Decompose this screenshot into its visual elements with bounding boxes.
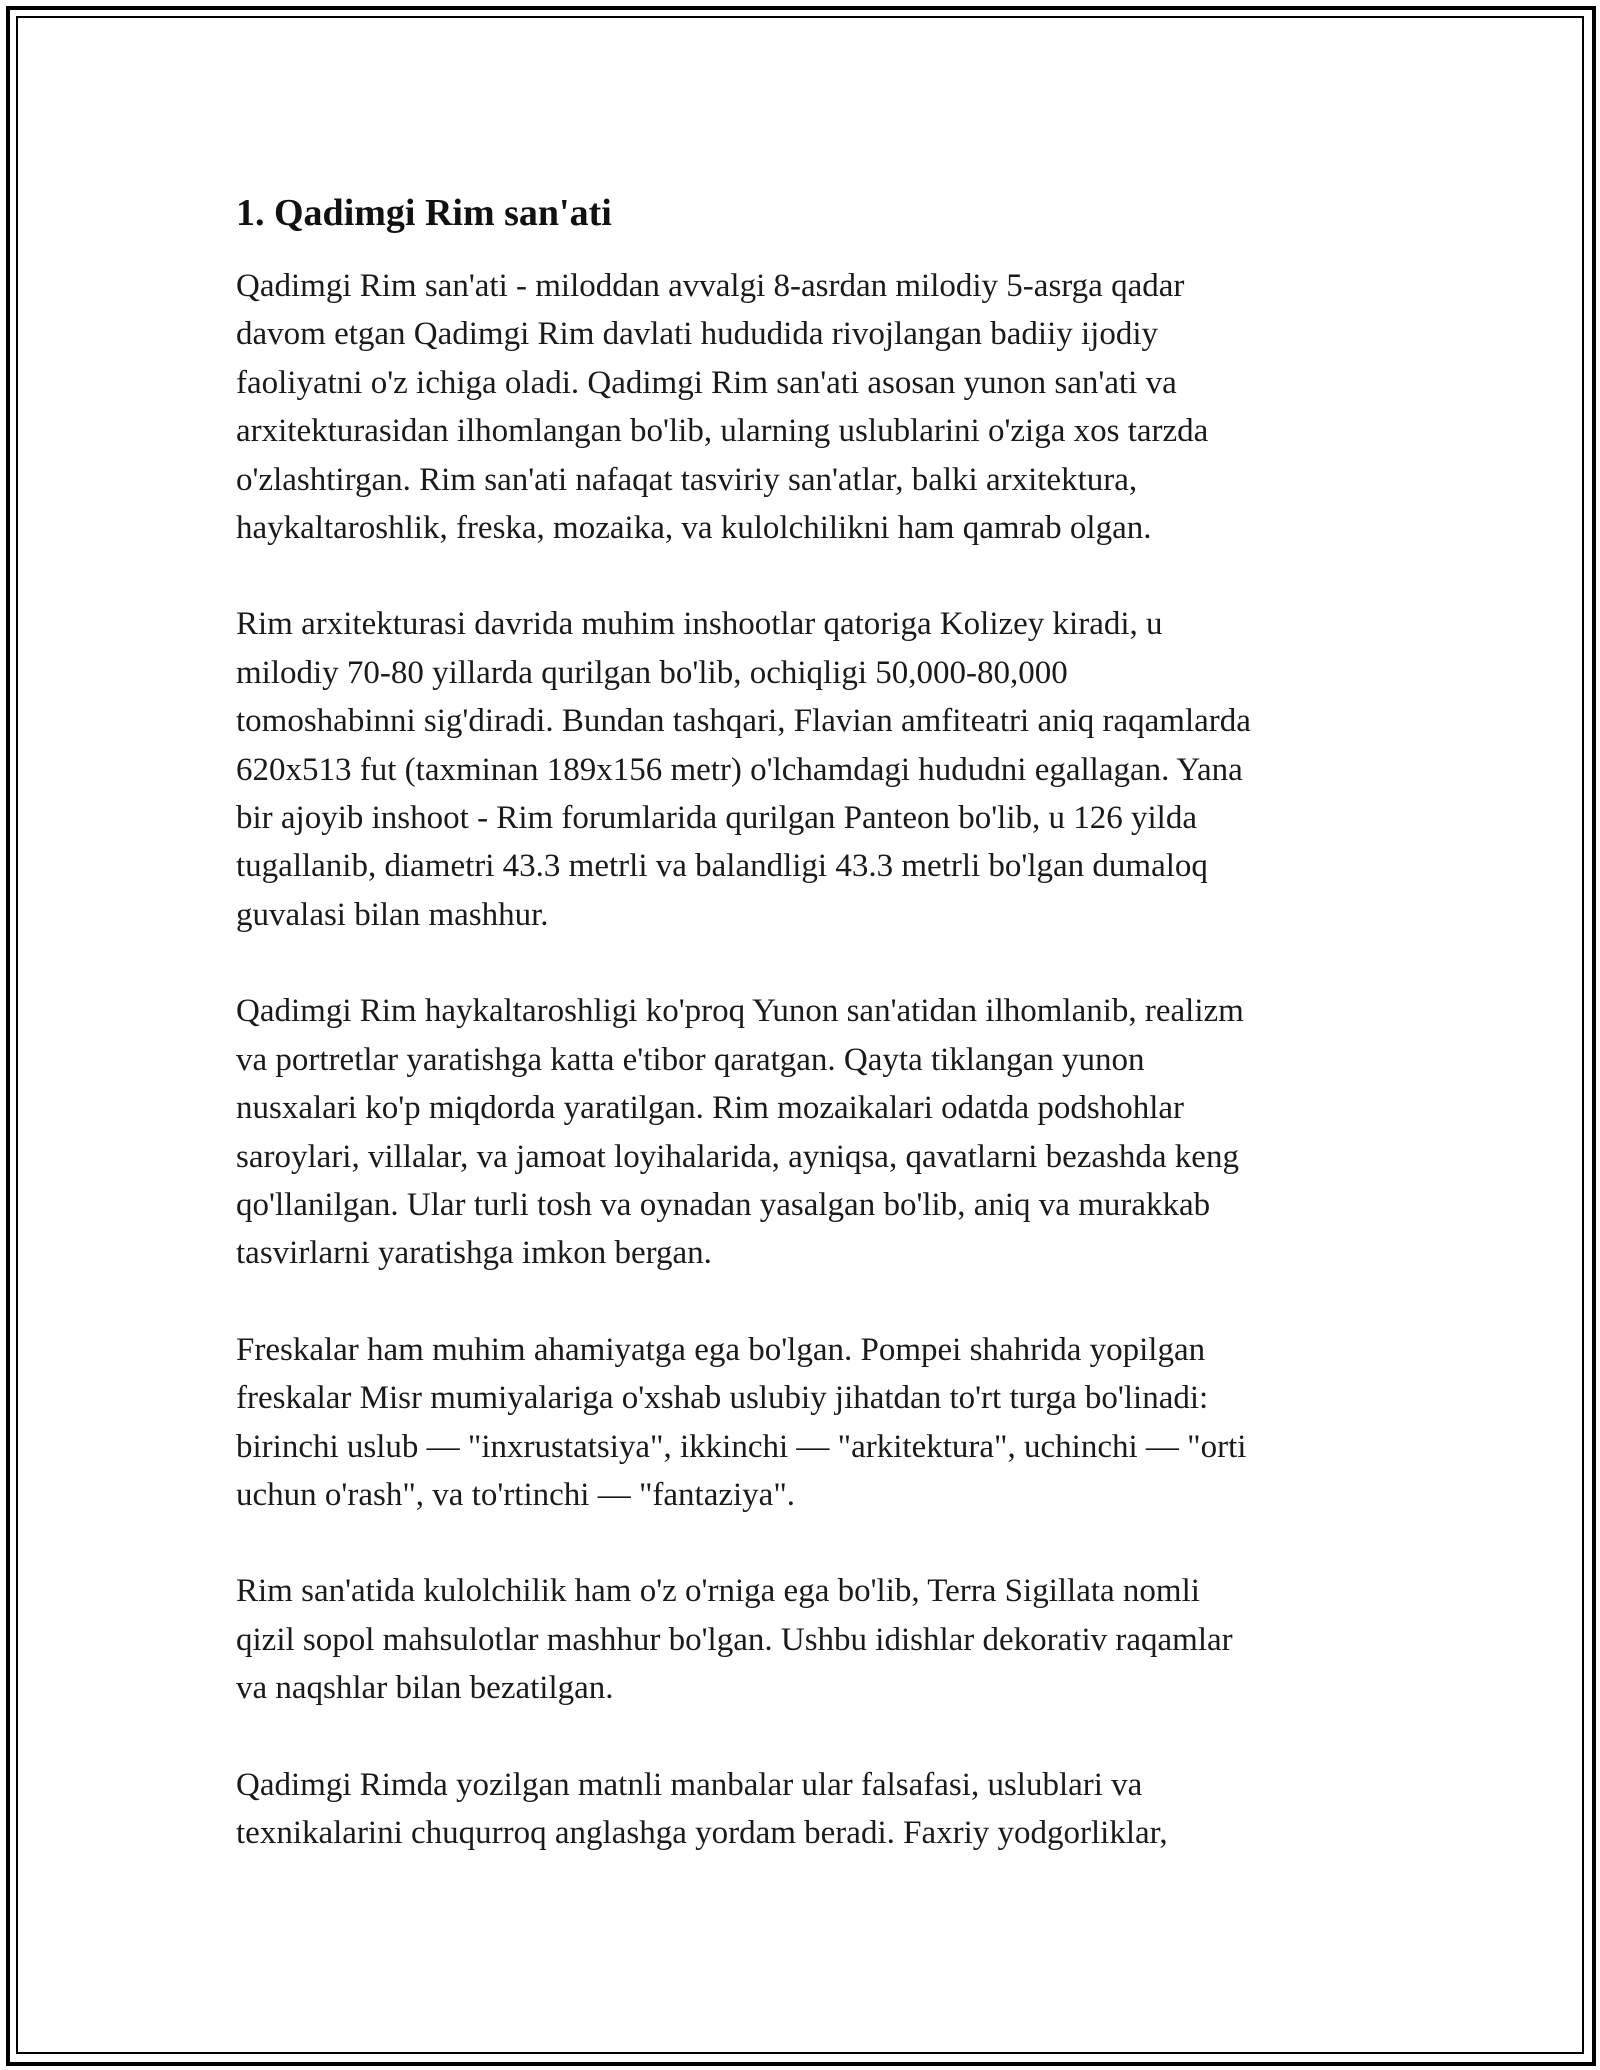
paragraph-frescoes xyxy=(236,1326,1386,1520)
paragraph-line: Qadimgi Rim haykaltaroshligi ko'proq Yunon san'atidan ilhomlanib, realizm xyxy=(236,993,1244,1030)
paragraph-line: Qadimgi Rimda yozilgan matnli manbalar ular falsafasi, uslublari va xyxy=(236,1766,1143,1803)
paragraph-line: Rim arxitekturasi davrida muhim inshootlar qatoriga Kolizey kiradi, u xyxy=(236,606,1163,643)
paragraph-line: tugallanib, diametri 43.3 metrli va balandligi 43.3 metrli bo'lgan dumaloq xyxy=(236,848,1208,885)
paragraph-sculpture xyxy=(236,987,1386,1277)
paragraph-line: bir ajoyib inshoot - Rim forumlarida qurilgan Panteon bo'lib, u 126 yilda xyxy=(236,800,1197,837)
paragraph-sources xyxy=(236,1761,1386,1858)
paragraph-line: davom etgan Qadimgi Rim davlati hududida rivojlangan badiiy ijodiy xyxy=(236,316,1159,353)
paragraph-line: nusxalari ko'p miqdorda yaratilgan. Rim mozaikalari odatda podshohlar xyxy=(236,1090,1185,1127)
paragraph-line: uchun o'rash", va to'rtinchi — "fantaziya". xyxy=(236,1476,796,1513)
paragraph-line: freskalar Misr mumiyalariga o'xshab uslubiy jihatdan to'rt turga bo'linadi: xyxy=(236,1380,1209,1417)
document-body xyxy=(236,188,1386,1905)
paragraph-line: o'zlashtirgan. Rim san'ati nafaqat tasviriy san'atlar, balki arxitektura, xyxy=(236,461,1138,498)
paragraph-line: haykaltaroshlik, freska, mozaika, va kulolchilikni ham qamrab olgan. xyxy=(236,510,1152,547)
paragraph-line: guvalasi bilan mashhur. xyxy=(236,896,549,933)
paragraph-line: tomoshabinni sig'diradi. Bundan tashqari, Flavian amfiteatri aniq raqamlarda xyxy=(236,703,1251,740)
paragraph-line: Qadimgi Rim san'ati - miloddan avvalgi 8-asrdan milodiy 5-asrga qadar xyxy=(236,268,1185,304)
paragraph-line: va naqshlar bilan bezatilgan. xyxy=(236,1670,614,1707)
paragraph-intro xyxy=(236,262,1386,552)
paragraph-line: milodiy 70-80 yillarda qurilgan bo'lib, ochiqligi 50,000-80,000 xyxy=(236,654,1068,691)
paragraph-line: Rim san'atida kulolchilik ham o'z o'rniga ega bo'lib, Terra Sigillata nomli xyxy=(236,1573,1200,1610)
paragraph-architecture xyxy=(236,600,1386,939)
paragraph-line: birinchi uslub — "inxrustatsiya", ikkinchi — "arkitektura", uchinchi — "orti xyxy=(236,1428,1247,1465)
paragraph-pottery xyxy=(236,1567,1386,1712)
paragraph-line: texnikalarini chuqurroq anglashga yordam beradi. Faxriy yodgorliklar, xyxy=(236,1814,1168,1851)
paragraph-line: arxitekturasidan ilhomlangan bo'lib, ularning uslublarini o'ziga xos tarzda xyxy=(236,413,1209,450)
paragraph-line: 620x513 fut (taxminan 189x156 metr) o'lchamdagi hududni egallagan. Yana xyxy=(236,751,1243,788)
section-heading: 1. Qadimgi Rim san'ati xyxy=(236,192,612,234)
paragraph-line: Freskalar ham muhim ahamiyatga ega bo'lgan. Pompei shahrida yopilgan xyxy=(236,1331,1206,1368)
paragraph-line: qizil sopol mahsulotlar mashhur bo'lgan. Ushbu idishlar dekorativ raqamlar xyxy=(236,1621,1233,1658)
paragraph-line: va portretlar yaratishga katta e'tibor qaratgan. Qayta tiklangan yunon xyxy=(236,1041,1145,1078)
paragraph-line: tasvirlarni yaratishga imkon bergan. xyxy=(236,1235,712,1272)
paragraph-line: saroylari, villalar, va jamoat loyihalarida, ayniqsa, qavatlarni bezashda keng xyxy=(236,1138,1239,1175)
paragraph-line: faoliyatni o'z ichiga oladi. Qadimgi Rim san'ati asosan yunon san'ati va xyxy=(236,364,1177,401)
paragraph-line: qo'llanilgan. Ular turli tosh va oynadan yasalgan bo'lib, aniq va murakkab xyxy=(236,1186,1211,1223)
